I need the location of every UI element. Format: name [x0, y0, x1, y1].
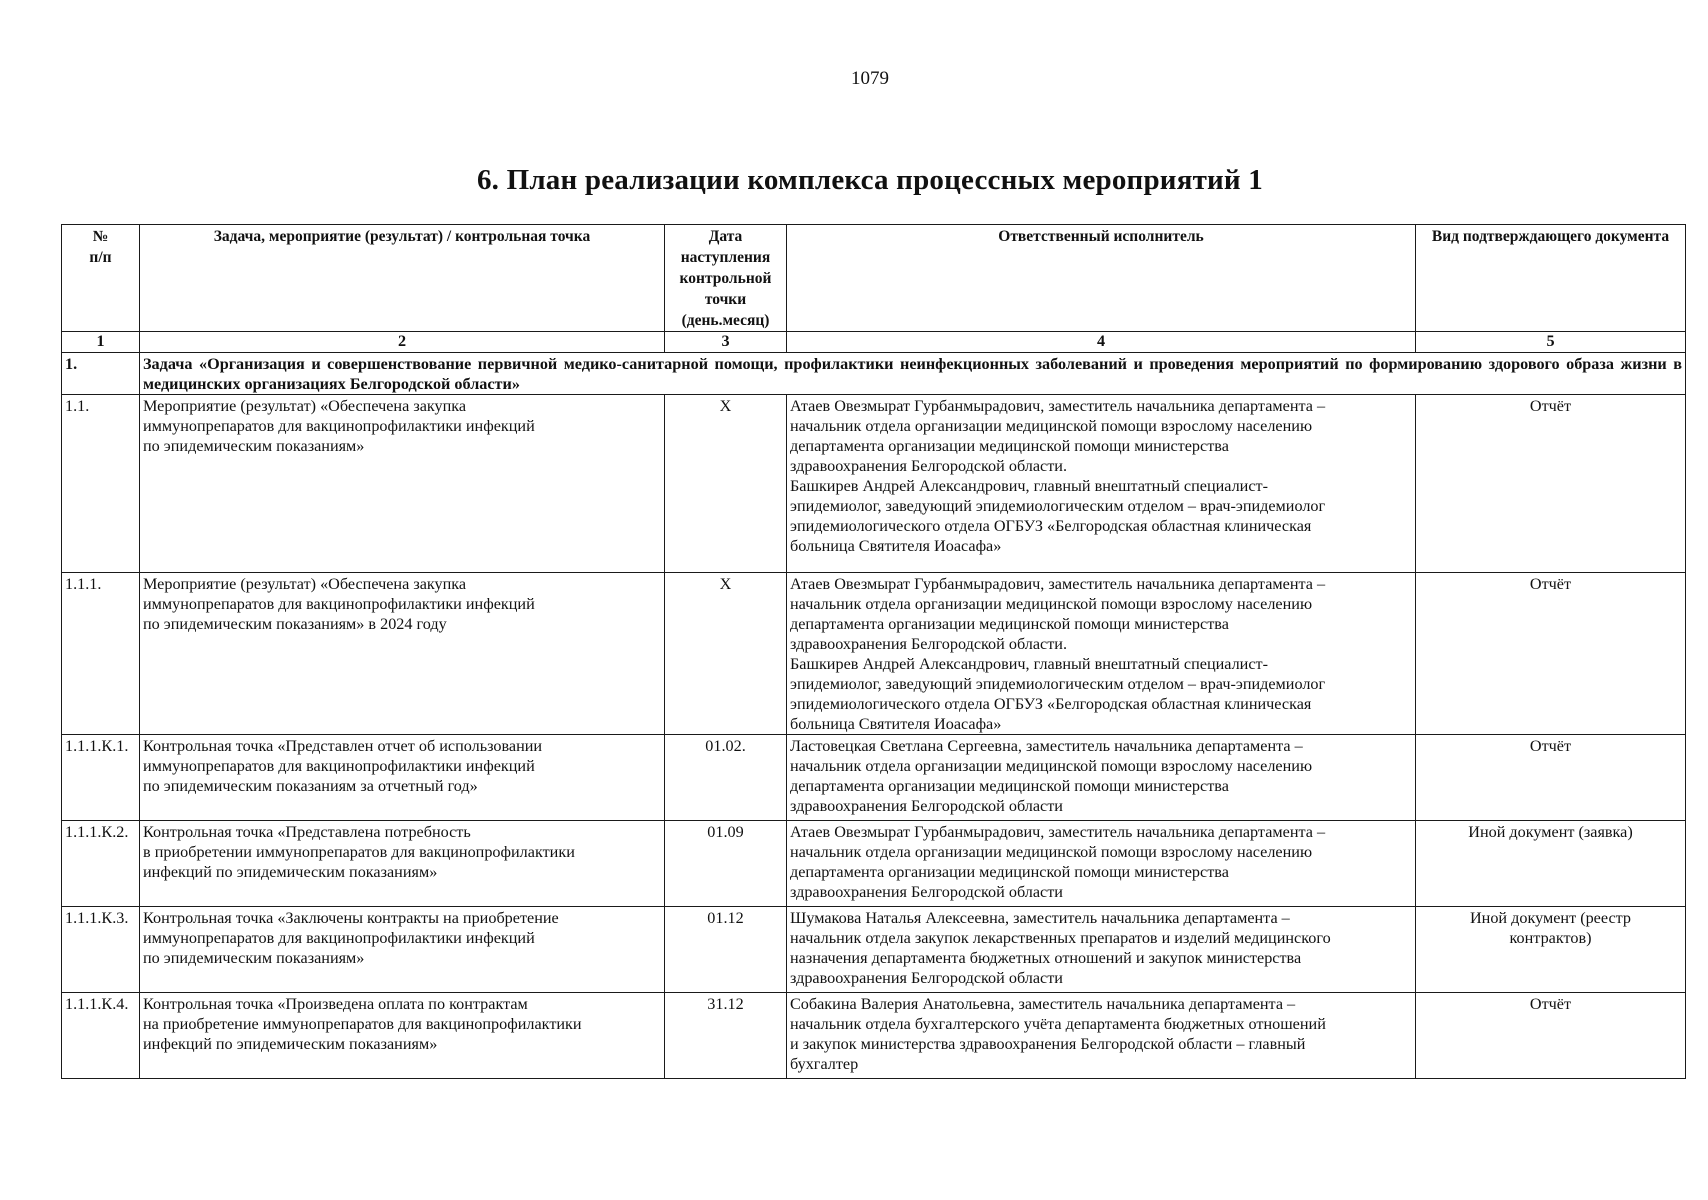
header-task: Задача, мероприятие (результат) / контрольная точка [140, 225, 665, 332]
row-task: Мероприятие (результат) «Обеспечена закупка иммунопрепаратов для вакцинопрофилактики инфекций по эпидемическим показаниям» в 2024 году [140, 573, 665, 735]
row-responsible: Атаев Овезмырат Гурбанмырадович, заместитель начальника департамента – начальник отдела организации медицинской помощи взрослому населению департамента организации медицинской помощи министерства здравоохранения Белгородской области. Башкирев Андрей Александрович, главный внештатный специалист- эпидемиолог, заведующий эпидемиологическим отделом – врач-эпидемиолог эпидемиологического отдела ОГБУЗ «Белгородская областная клиническая больница Святителя Иоасафа» [787, 395, 1416, 573]
header-date: Дата наступления контрольной точки (день.месяц) [665, 225, 787, 332]
table-row [62, 993, 1686, 1079]
row-doc: Отчёт [1416, 735, 1686, 821]
column-number: 5 [1416, 332, 1686, 353]
table-row [62, 907, 1686, 993]
row-doc: Иной документ (реестр контрактов) [1416, 907, 1686, 993]
table-row [62, 573, 1686, 735]
page-number: 1079 [851, 68, 889, 89]
row-date: 01.09 [665, 821, 787, 907]
row-date: X [665, 395, 787, 573]
row-task: Мероприятие (результат) «Обеспечена закупка иммунопрепаратов для вакцинопрофилактики инфекций по эпидемическим показаниям» [140, 395, 665, 573]
row-responsible: Атаев Овезмырат Гурбанмырадович, заместитель начальника департамента – начальник отдела организации медицинской помощи взрослому населению департамента организации медицинской помощи министерства здравоохранения Белгородской области. Башкирев Андрей Александрович, главный внештатный специалист- эпидемиолог, заведующий эпидемиологическим отделом – врач-эпидемиолог эпидемиологического отдела ОГБУЗ «Белгородская областная клиническая больница Святителя Иоасафа» [787, 573, 1416, 735]
row-responsible: Ластовецкая Светлана Сергеевна, заместитель начальника департамента – начальник отдела организации медицинской помощи взрослому населению департамента организации медицинской помощи министерства здравоохранения Белгородской области [787, 735, 1416, 821]
row-task: Контрольная точка «Произведена оплата по контрактам на приобретение иммунопрепаратов для вакцинопрофилактики инфекций по эпидемическим показаниям» [140, 993, 665, 1079]
row-doc: Иной документ (заявка) [1416, 821, 1686, 907]
row-num: 1.1. [62, 395, 140, 573]
table-row [62, 735, 1686, 821]
task-row [62, 353, 1686, 395]
row-responsible: Собакина Валерия Анатольевна, заместитель начальника департамента – начальник отдела бухгалтерского учёта департамента бюджетных отношений и закупок министерства здравоохранения Белгородской области – главный бухгалтер [787, 993, 1416, 1079]
page-title: 6. План реализации комплекса процессных мероприятий 1 [476, 164, 1263, 196]
table-row [62, 395, 1686, 573]
row-num: 1.1.1.К.2. [62, 821, 140, 907]
row-task: Контрольная точка «Представлена потребность в приобретении иммунопрепаратов для вакцинопрофилактики инфекций по эпидемическим показаниям» [140, 821, 665, 907]
table-row [62, 821, 1686, 907]
row-date: 31.12 [665, 993, 787, 1079]
row-doc: Отчёт [1416, 573, 1686, 735]
row-num: 1.1.1.К.4. [62, 993, 140, 1079]
row-date: 01.12 [665, 907, 787, 993]
row-date: X [665, 573, 787, 735]
row-task: Контрольная точка «Представлен отчет об использовании иммунопрепаратов для вакцинопрофилактики инфекций по эпидемическим показаниям за отчетный год» [140, 735, 665, 821]
row-num: 1.1.1.К.1. [62, 735, 140, 821]
table-header-row [62, 225, 1686, 332]
row-task: Контрольная точка «Заключены контракты на приобретение иммунопрепаратов для вакцинопрофилактики инфекций по эпидемическим показаниям» [140, 907, 665, 993]
row-date: 01.02. [665, 735, 787, 821]
row-responsible: Атаев Овезмырат Гурбанмырадович, заместитель начальника департамента – начальник отдела организации медицинской помощи взрослому населению департамента организации медицинской помощи министерства здравоохранения Белгородской области [787, 821, 1416, 907]
column-number: 4 [787, 332, 1416, 353]
header-responsible: Ответственный исполнитель [787, 225, 1416, 332]
column-number: 2 [140, 332, 665, 353]
task-num: 1. [62, 353, 140, 395]
header-num: № п/п [62, 225, 140, 332]
column-number-row [62, 332, 1686, 353]
column-number: 1 [62, 332, 140, 353]
row-num: 1.1.1.К.3. [62, 907, 140, 993]
plan-table [61, 224, 1686, 1079]
row-doc: Отчёт [1416, 395, 1686, 573]
row-num: 1.1.1. [62, 573, 140, 735]
task-text: Задача «Организация и совершенствование первичной медико-санитарной помощи, профилактики неинфекционных заболеваний и проведения мероприятий по формированию здорового образа жизни в медицинских организациях Белгородской области» [140, 353, 1686, 395]
column-number: 3 [665, 332, 787, 353]
row-responsible: Шумакова Наталья Алексеевна, заместитель начальника департамента – начальник отдела закупок лекарственных препаратов и изделий медицинского назначения департамента бюджетных отношений и закупок министерства здравоохранения Белгородской области [787, 907, 1416, 993]
header-doc-type: Вид подтверждающего документа [1416, 225, 1686, 332]
row-doc: Отчёт [1416, 993, 1686, 1079]
